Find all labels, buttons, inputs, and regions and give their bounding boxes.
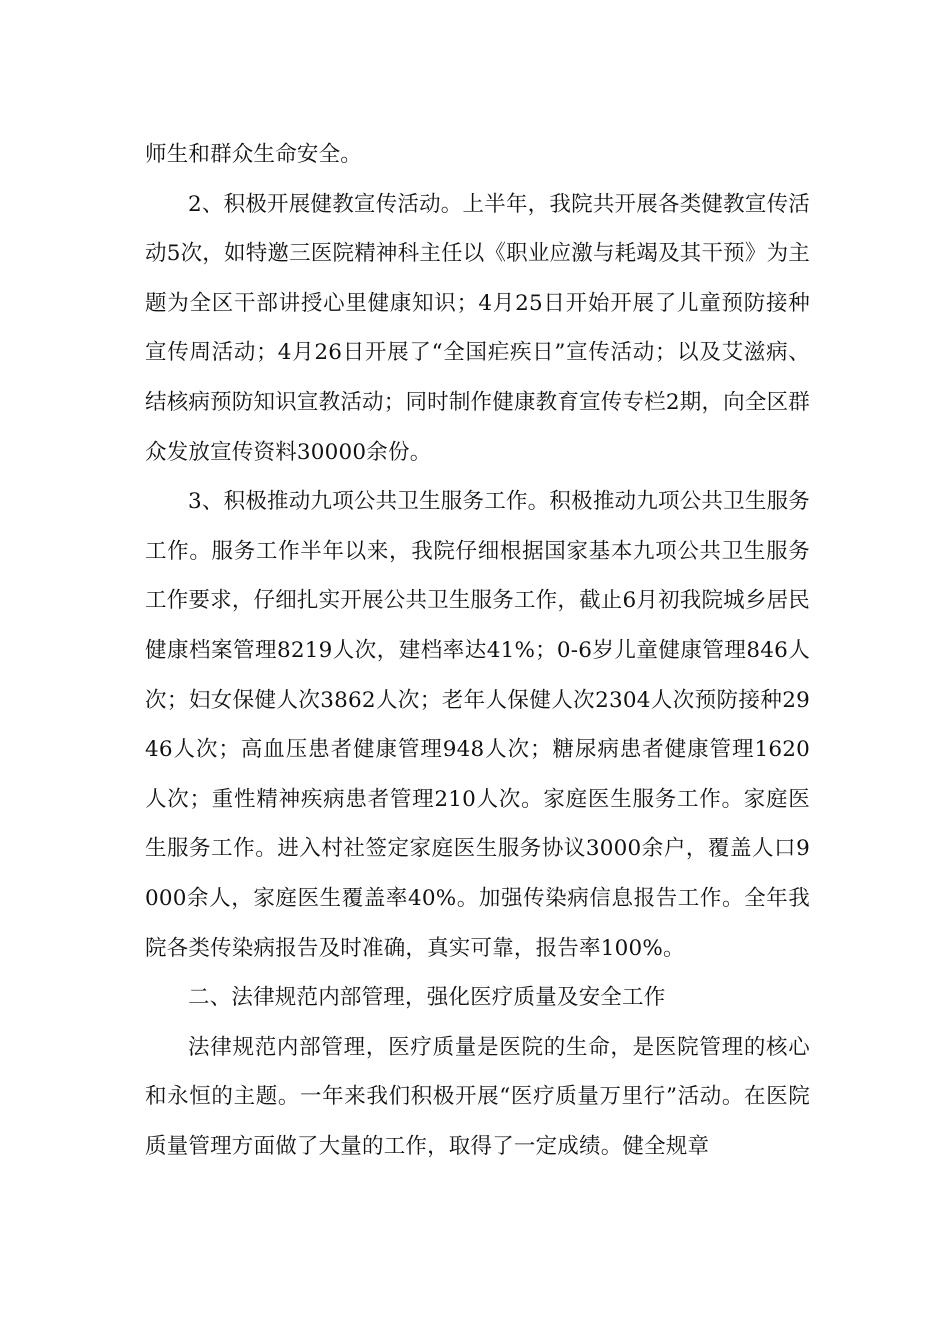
paragraph-medical-quality: 法律规范内部管理，医疗质量是医院的生命，是医院管理的核心和永恒的主题。一年来我们积极开展“医疗质量万里行”活动。在医院质量管理方面做了大量的工作，取得了一定成绩。健全规章 bbox=[145, 1034, 810, 1159]
paragraph-public-health-services: 3、积极推动九项公共卫生服务工作。积极推动九项公共卫生服务工作。服务工作半年以来，我院仔细根据国家基本九项公共卫生服务工作要求，仔细扎实开展公共卫生服务工作，截止6月初我院城乡居民健康档案管理8219人次，建档率达41%；0-6岁儿童健康管理846人次；妇女保健人次3862人次；老年人保健人次2304人次预防接种2946人次；高血压患者健康管理948人次；糖尿病患者健康管理1620人次；重性精神疾病患者管理210人次。家庭医生服务工作。家庭医生服务工作。进入村社签定家庭医生服务协议3000余户，覆盖人口9000余人，家庭医生覆盖率40%。加强传染病信息报告工作。全年我院各类传染病报告及时准确，真实可靠，报告率100%。 bbox=[145, 489, 810, 961]
paragraph-health-education: 2、积极开展健教宣传活动。上半年，我院共开展各类健教宣传活动5次，如特邀三医院精神科主任以《职业应激与耗竭及其干预》为主题为全区干部讲授心里健康知识；4月25日开始开展了儿童预防接种宣传周活动；4月26日开展了“全国疟疾日”宣传活动；以及艾滋病、结核病预防知识宣教活动；同时制作健康教育宣传专栏2期，向全区群众发放宣传资料30000余份。 bbox=[145, 191, 810, 465]
section-heading-internal-management: 二、法律规范内部管理，强化医疗质量及安全工作 bbox=[188, 985, 666, 1011]
document-page bbox=[145, 130, 810, 1171]
paragraph-continuation: 师生和群众生命安全。 bbox=[145, 142, 363, 167]
